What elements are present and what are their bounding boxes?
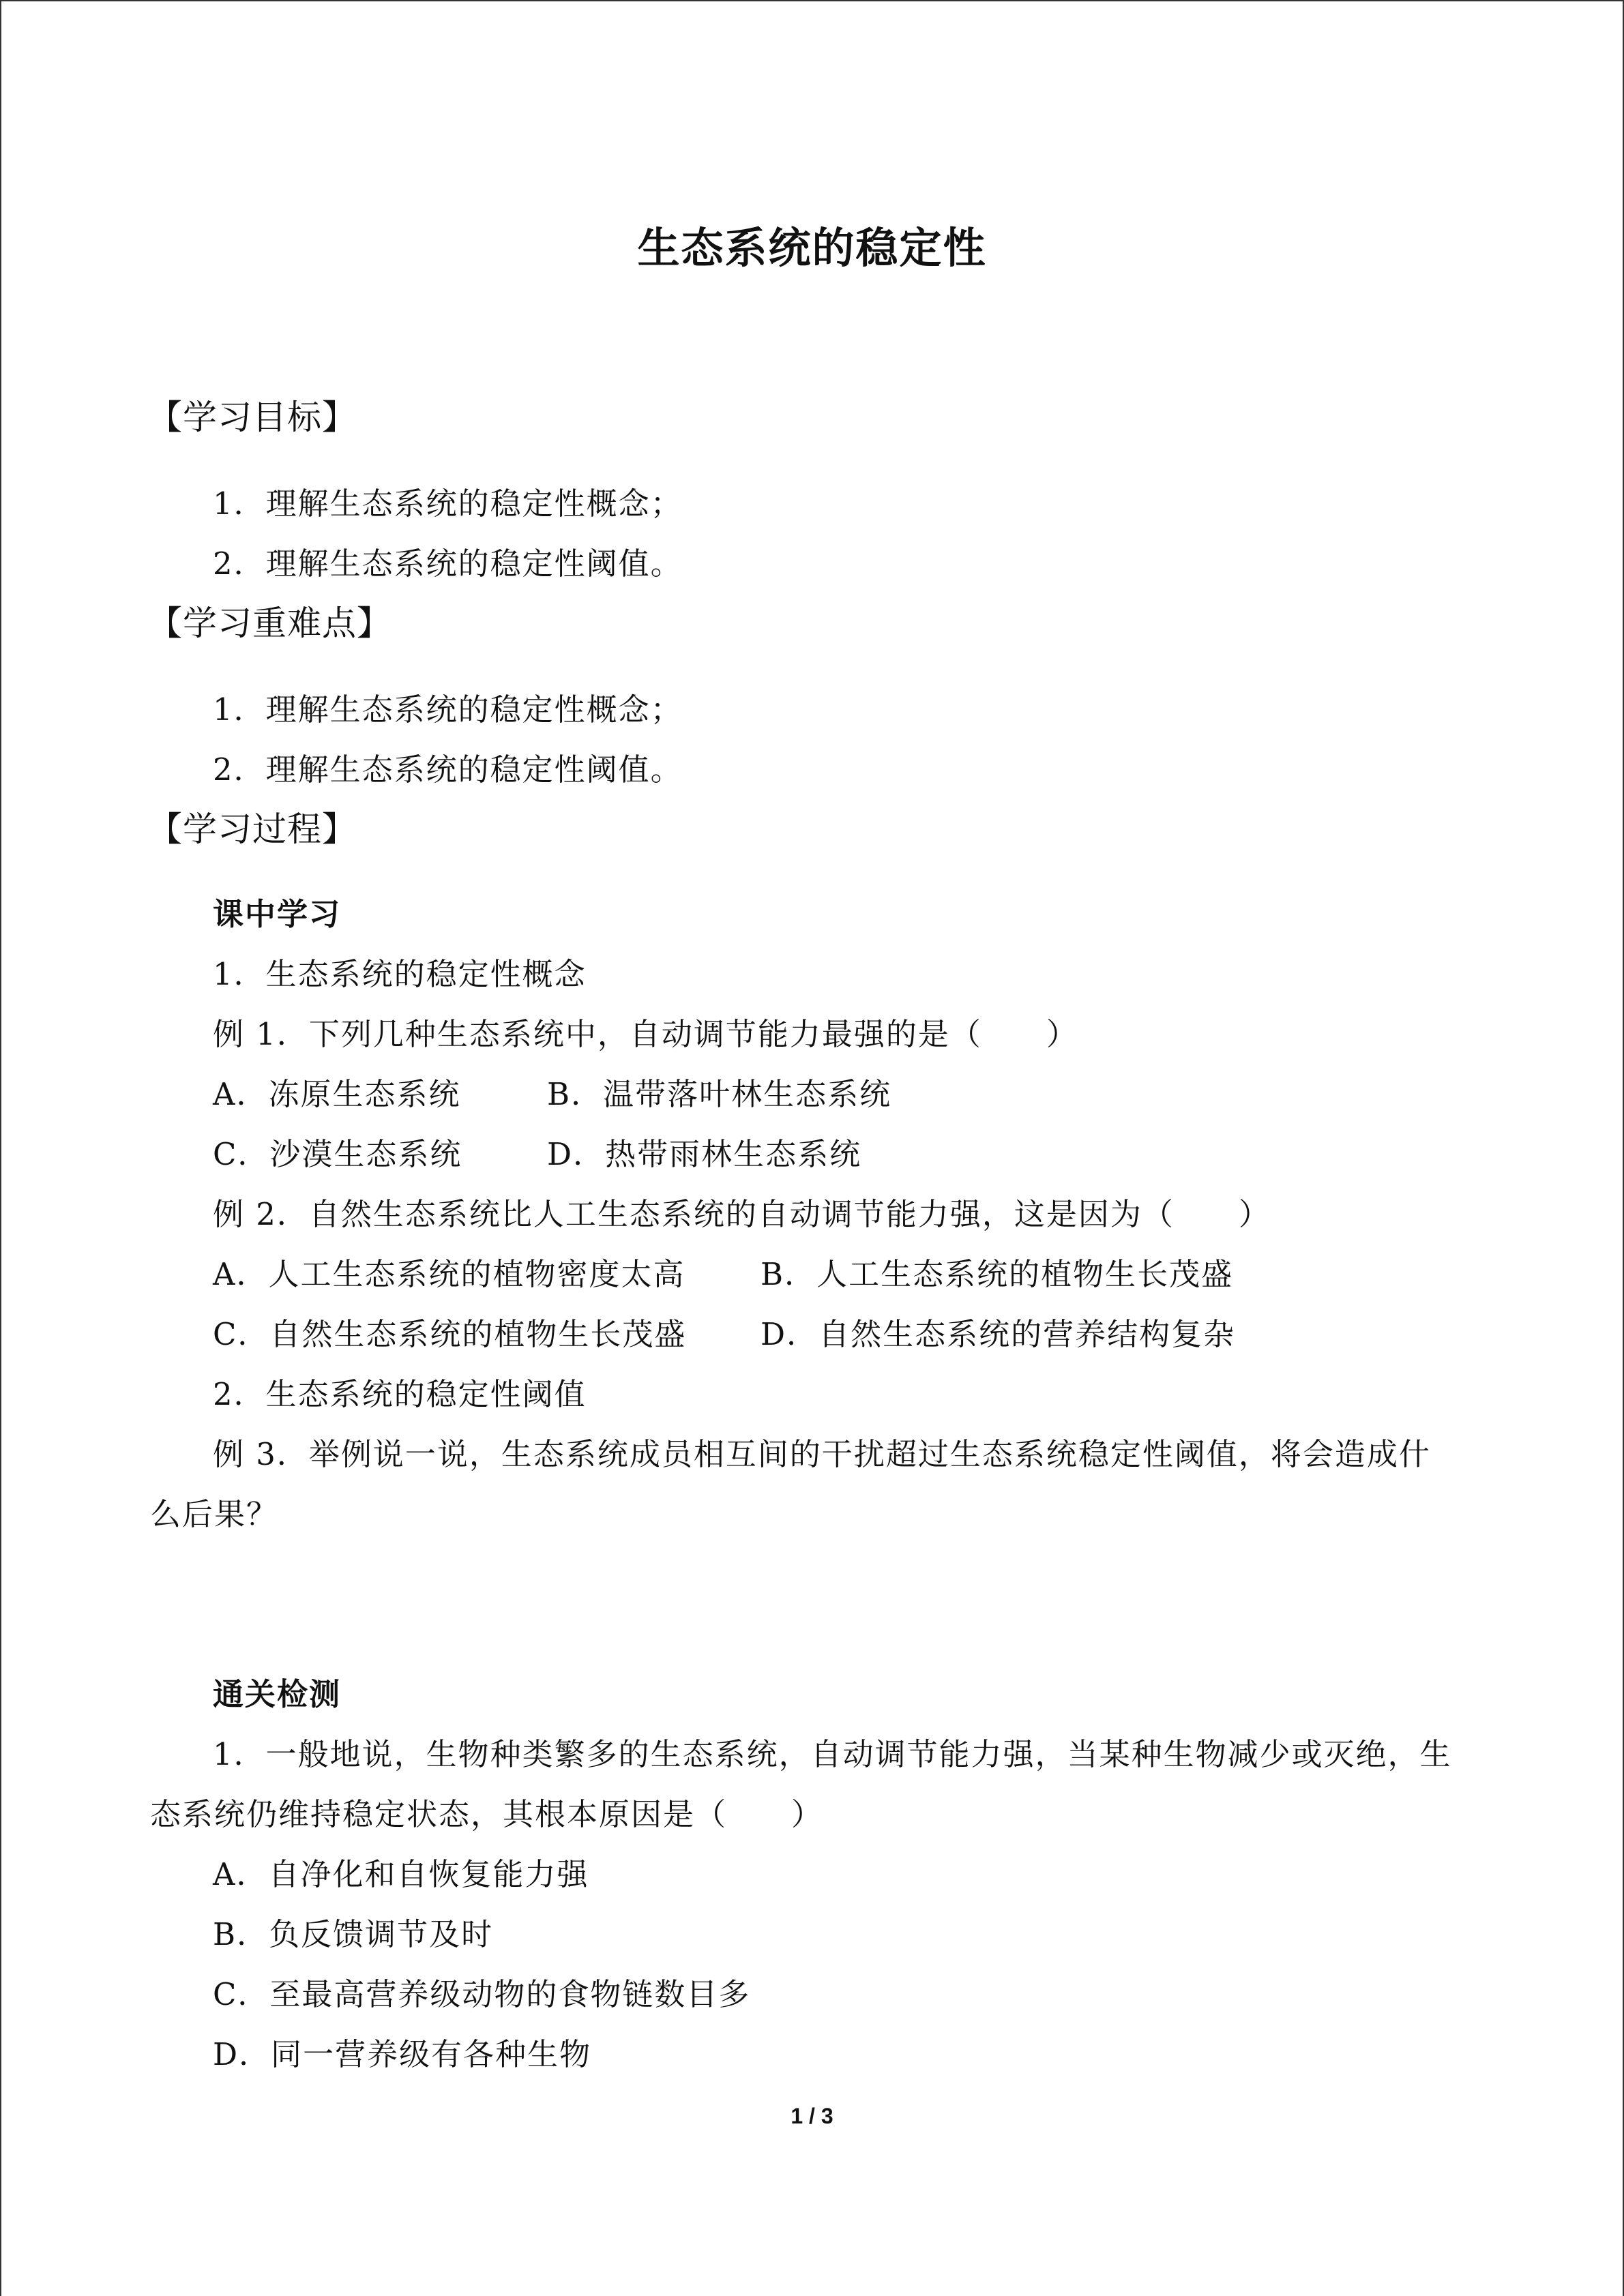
section-heading-key-points: 【学习重难点】 [148, 603, 392, 643]
example-2-option-d: D．自然生态系统的营养结构复杂 [761, 1316, 1236, 1352]
example-2-question: 例 2．自然生态系统比人工生态系统的自动调节能力强，这是因为（ ） [213, 1196, 1271, 1232]
section-heading-objectives: 【学习目标】 [148, 398, 357, 437]
example-3-line-2: 么后果？ [150, 1496, 279, 1532]
check-question-1-option-b: B．负反馈调节及时 [213, 1916, 494, 1952]
check-question-1-line-1: 1．一般地说，生物种类繁多的生态系统，自动调节能力强，当某种生物减少或灭绝，生 [213, 1736, 1452, 1772]
page-number: 1 / 3 [791, 2104, 833, 2128]
section-heading-process: 【学习过程】 [148, 809, 357, 849]
example-2-option-b: B．人工生态系统的植物生长茂盛 [761, 1256, 1234, 1292]
example-1-option-b: B．温带落叶林生态系统 [547, 1076, 892, 1112]
example-1-option-d: D．热带雨林生态系统 [547, 1136, 862, 1172]
key-point-item-1: 1．理解生态系统的稳定性概念； [213, 691, 683, 728]
objective-item-2: 2．理解生态系统的稳定性阈值。 [213, 546, 683, 582]
topic-1: 1．生态系统的稳定性概念 [213, 956, 587, 992]
example-2-option-c: C．自然生态系统的植物生长茂盛 [213, 1316, 687, 1352]
example-2-option-a: A．人工生态系统的植物密度太高 [213, 1256, 685, 1292]
subsection-in-class: 课中学习 [213, 896, 342, 932]
check-question-1-option-a: A．自净化和自恢复能力强 [213, 1856, 589, 1892]
topic-2: 2．生态系统的稳定性阈值 [213, 1376, 587, 1412]
example-1-option-c: C．沙漠生态系统 [213, 1136, 462, 1172]
example-3-line-1: 例 3．举例说一说，生态系统成员相互间的干扰超过生态系统稳定性阈值，将会造成什 [213, 1436, 1431, 1472]
objective-item-1: 1．理解生态系统的稳定性概念； [213, 486, 683, 522]
page-title: 生态系统的稳定性 [637, 223, 987, 273]
check-question-1-line-2: 态系统仍维持稳定状态，其根本原因是（ ） [150, 1796, 824, 1832]
check-question-1-option-c: C．至最高营养级动物的食物链数目多 [213, 1976, 751, 2012]
check-question-1-option-d: D．同一营养级有各种生物 [213, 2036, 592, 2072]
key-point-item-2: 2．理解生态系统的稳定性阈值。 [213, 751, 683, 788]
example-1-question: 例 1．下列几种生态系统中，自动调节能力最强的是（ ） [213, 1016, 1078, 1052]
subsection-check: 通关检测 [213, 1676, 342, 1712]
example-1-option-a: A．冻原生态系统 [213, 1076, 461, 1112]
